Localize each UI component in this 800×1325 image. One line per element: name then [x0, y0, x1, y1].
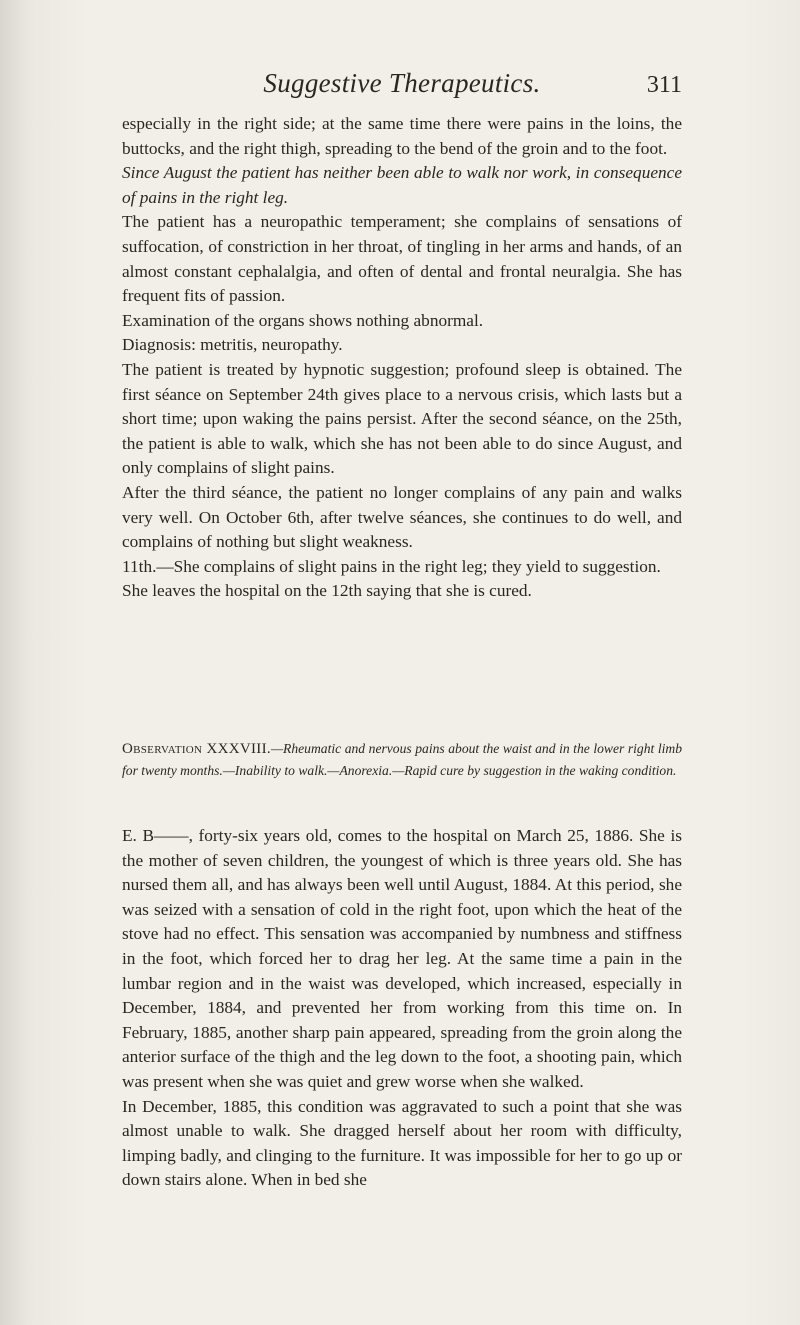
body-text-bottom [122, 824, 682, 1193]
paragraph: E. B——, forty-six years old, comes to the hospital on March 25, 1886. She is the mother of seven children, the youngest of which is three years old. She has nursed them all, and has always been well until August, 1884. At this period, she was seized with a sensation of cold in the right foot, upon which the heat of the stove had no effect. This sensation was accompanied by numbness and stiffness in the foot, which forced her to drag her leg. At the same time a pain in the lumbar region and in the waist was developed, which increased, especially in December, 1884, and prevented her from working from this time on. In February, 1885, another sharp pain appeared, spreading from the groin along the anterior surface of the thigh and the leg down to the foot, a shooting pain, which was present when she was quiet and grew worse when she walked. [122, 826, 682, 1091]
paragraph: Diagnosis: metritis, neuropathy. [122, 335, 343, 355]
page-header [122, 68, 682, 108]
paragraph: especially in the right side; at the same time there were pains in the loins, the buttocks, and the right thigh, spreading to the bend of the groin and to the foot. [122, 114, 682, 158]
paragraph: In December, 1885, this condition was aggravated to such a point that she was almost unable to walk. She dragged herself about her room with difficulty, limping badly, and clinging to the furniture. It was impossible for her to go up or down stairs alone. When in bed she [122, 1096, 682, 1190]
page-number: 311 [646, 72, 682, 98]
observation-heading [122, 738, 682, 781]
paragraph: The patient has a neuropathic temperament; she complains of sensations of suffocation, of constriction in her throat, of tingling in her arms and hands, of an almost constant cephalalgia, and often of dental and frontal neuralgia. She has frequent fits of passion. [122, 212, 682, 306]
paragraph: 11th.—She complains of slight pains in the right leg; they yield to suggestion. [122, 556, 661, 576]
running-title: Suggestive Therapeutics. [263, 68, 541, 98]
observation-label: Observation XXXVIII. [122, 741, 271, 757]
paragraph: She leaves the hospital on the 12th saying that she is cured. [122, 581, 532, 601]
paragraph: Examination of the organs shows nothing abnormal. [122, 310, 484, 330]
paragraph: After the third séance, the patient no longer complains of any pain and walks very well. On October 6th, after twelve séances, she continues to do well, and complains of nothing but slight weakness. [122, 482, 682, 552]
observation-title: —Rheumatic and nervous pains about the waist and in the lower right limb for twenty months.—Inability to walk.—Anorexia.—Rapid cure by suggestion in the waking condition. [122, 741, 682, 778]
paragraph: The patient is treated by hypnotic suggestion; profound sleep is obtained. The first séance on September 24th gives place to a nervous crisis, which lasts but a short time; upon waking the pains persist. After the second séance, on the 25th, the patient is able to walk, which she has not been able to do since August, and only complains of slight pains. [122, 359, 682, 478]
paragraph-italic: Since August the patient has neither been able to walk nor work, in consequence of pains in the right leg. [122, 163, 682, 207]
body-text-top [122, 112, 682, 604]
